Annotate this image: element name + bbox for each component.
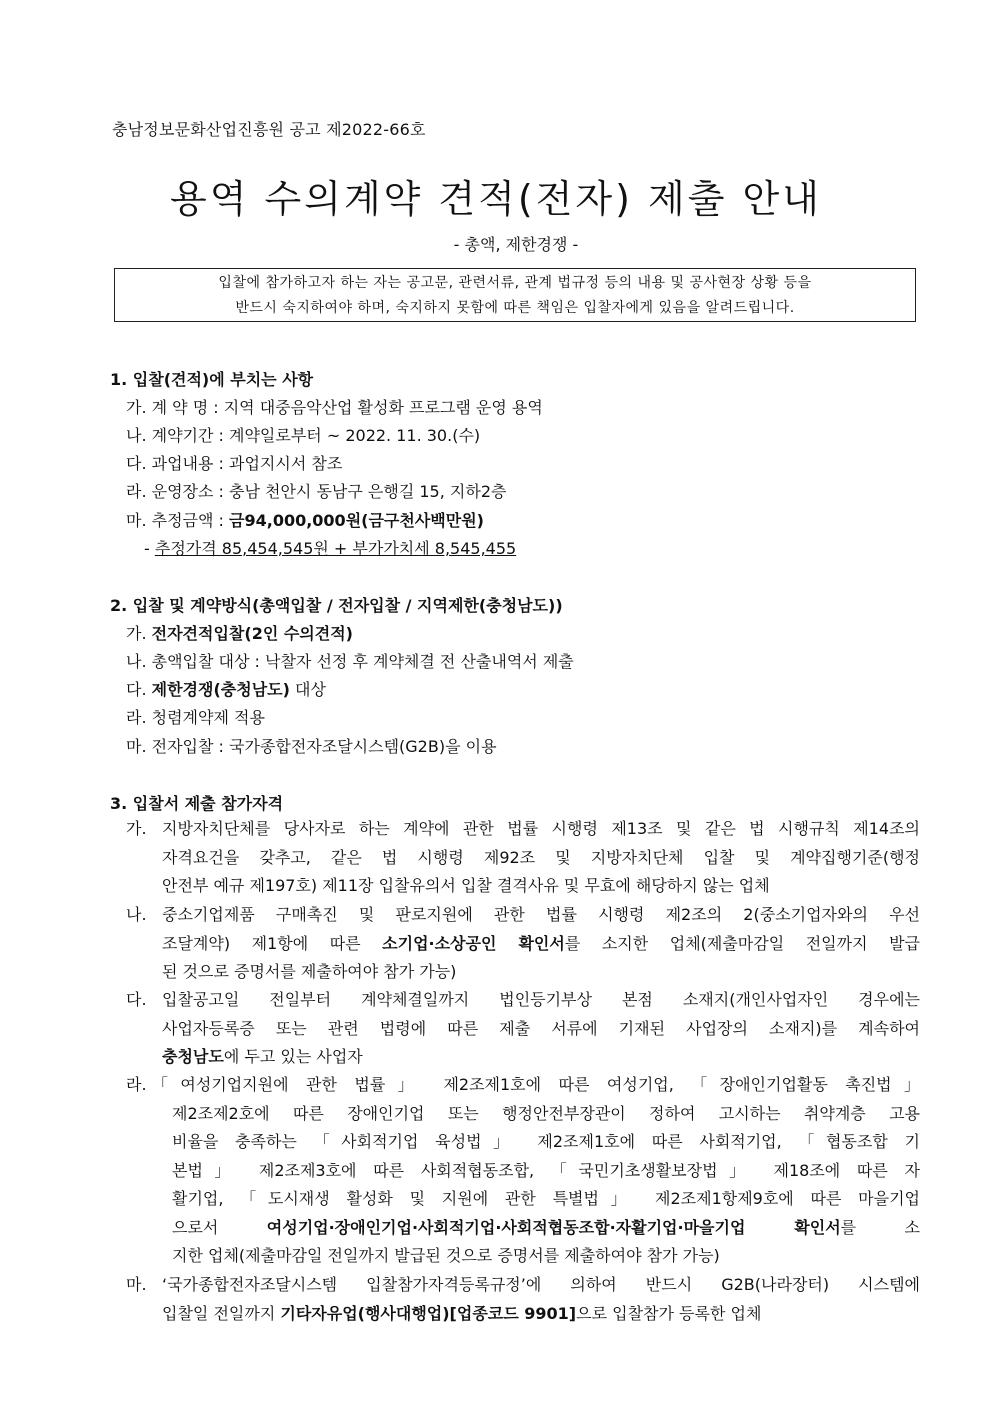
item-label: 다. <box>126 680 152 699</box>
item-label: 가. <box>126 819 147 838</box>
item-label: 나. <box>126 905 147 924</box>
item-d-line-5: 활기업, 「도시재생 활성화 및 지원에 관한 특별법」 제2조제1항제9호에 따른 마을기업 <box>172 1189 920 1208</box>
estimated-amount-value: 금94,000,000원(금구천사백만원) <box>229 511 484 530</box>
section-2-item-e: 마. 전자입찰 : 국가종합전자조달시스템(G2B)을 이용 <box>126 737 497 756</box>
item-d-line-6-post: 를 소 <box>840 1217 920 1237</box>
item-b-line-1: 중소기업제품 구매촉진 및 판로지원에 관한 법률 시행령 제2조의 2(중소기업자와의 우선 <box>162 905 920 924</box>
item-label: 다. <box>126 990 147 1009</box>
item-e-line-2-post: 으로 입찰참가 등록한 업체 <box>576 1303 762 1323</box>
section-3-item-a <box>126 815 920 901</box>
estimated-price-breakdown: 추정가격 85,454,545원 + 부가가치세 8,545,455 <box>154 539 517 558</box>
notice-number: 충남정보문화산업진흥원 공고 제2022-66호 <box>112 120 426 139</box>
estimated-amount-label: 마. 추정금액 : <box>126 511 230 530</box>
item-e-line-1: ‘국가종합전자조달시스템 입찰참가자격등록규정’에 의하여 반드시 G2B(나라장터) 시스템에 <box>162 1275 920 1294</box>
region-restriction-value: 제한경쟁(충청남도) <box>151 680 290 699</box>
section-3-item-b <box>126 901 920 987</box>
item-b-line-3: 된 것으로 증명서를 제출하여야 참가 가능) <box>162 962 457 981</box>
document-subtitle: - 총액, 제한경쟁 - <box>453 235 579 254</box>
section-1-item-b: 나. 계약기간 : 계약일로부터 ~ 2022. 11. 30.(수) <box>126 426 481 445</box>
item-c-line-2: 사업자등록증 또는 관련 법령에 따른 제출 서류에 기재된 사업장의 소재지)를 계속하여 <box>162 1018 920 1038</box>
section-3-title: 3. 입찰서 제출 참가자격 <box>110 794 284 813</box>
item-e-line-2-pre: 입찰일 전일까지 <box>162 1303 281 1323</box>
section-2-item-d: 라. 청렴계약제 적용 <box>126 708 265 727</box>
section-3-item-c <box>126 986 920 1072</box>
section-1-title: 1. 입찰(견적)에 부치는 사항 <box>110 370 314 389</box>
item-c-line-3-post: 에 두고 있는 사업자 <box>223 1047 363 1066</box>
section-1-item-a: 가. 계 약 명 : 지역 대중음악산업 활성화 프로그램 운영 용역 <box>126 398 543 417</box>
item-d-line-7: 지한 업체(제출마감일 전일까지 발급된 것으로 증명서를 제출하여야 참가 가능) <box>172 1246 720 1265</box>
section-3-item-e <box>126 1271 920 1328</box>
item-label: 마. <box>126 1275 147 1294</box>
item-a-line-3: 안전부 예규 제197호) 제11장 입찰유의서 입찰 결격사유 및 무효에 해당하지 않는 업체 <box>162 876 770 895</box>
bid-type-value: 전자견적입찰(2인 수의견적) <box>151 624 353 643</box>
section-2-item-b: 나. 총액입찰 대상 : 낙찰자 선정 후 계약체결 전 산출내역서 제출 <box>126 652 574 671</box>
industry-code: 기타자유업(행사대행업)[업종코드 9901] <box>280 1303 577 1323</box>
small-business-certificate: 소기업·소상공인 확인서 <box>382 933 565 953</box>
item-e-line-2 <box>162 1300 920 1329</box>
item-label: 가. <box>126 624 152 643</box>
section-1-item-d: 라. 운영장소 : 충남 천안시 동남구 은행길 15, 지하2층 <box>126 482 507 501</box>
section-1-item-e-sub <box>144 536 516 559</box>
item-label: 라. <box>126 1075 147 1094</box>
section-2-title: 2. 입찰 및 계약방식(총액입찰 / 전자입찰 / 지역제한(충청남도)) <box>110 596 563 615</box>
notice-box <box>114 268 916 322</box>
notice-line-2: 반드시 숙지하여야 하며, 숙지하지 못함에 따른 책임은 입찰자에게 있음을 알려드립니다. <box>235 300 795 316</box>
notice-line-1: 입찰에 참가하고자 하는 자는 공고문, 관련서류, 관계 법규정 등의 내용 및 공사현장 상황 등을 <box>218 275 812 291</box>
sub-dash: - <box>144 539 155 558</box>
item-c-line-1: 입찰공고일 전일부터 계약체결일까지 법인등기부상 본점 소재지(개인사업자인 경우에는 <box>162 990 920 1009</box>
item-d-line-6-pre: 으로서 <box>172 1217 267 1237</box>
item-b-line-2 <box>162 930 920 959</box>
item-c-line-3 <box>162 1043 920 1072</box>
document-title: 용역 수의계약 견적(전자) 제출 안내 <box>170 177 822 221</box>
section-2-item-a <box>126 621 353 644</box>
item-d-line-4: 본법」 제2조제3호에 따른 사회적협동조합, 「국민기초생활보장법」 제18조에 따른 자 <box>172 1160 920 1180</box>
enterprise-certificates: 여성기업·장애인기업·사회적기업·사회적협동조합·자활기업·마을기업 확인서 <box>266 1217 841 1237</box>
region-name: 충청남도 <box>162 1047 224 1066</box>
item-d-line-2: 제2조제2호에 따른 장애인기업 또는 행정안전부장관이 정하여 고시하는 취약계층 고용 <box>172 1103 920 1123</box>
section-2-item-c <box>126 677 326 700</box>
item-a-line-2: 자격요건을 갖추고, 같은 법 시행령 제92조 및 지방자치단체 입찰 및 계약집행기준(행정 <box>162 847 920 867</box>
section-1-item-e <box>126 508 484 531</box>
item-b-line-2-pre: 조달계약) 제1항에 따른 <box>162 933 383 953</box>
item-b-line-2-post: 를 소지한 업체(제출마감일 전일까지 발급 <box>564 933 920 953</box>
item-d-line-1: 「여성기업지원에 관한 법률」 제2조제1호에 따른 여성기업, 「장애인기업활동 촉진법」 <box>152 1075 920 1094</box>
item-d-line-3: 비율을 충족하는 「사회적기업 육성법」 제2조제1호에 따른 사회적기업, 「협동조합 기 <box>172 1132 920 1151</box>
item-a-line-1: 지방자치단체를 당사자로 하는 계약에 관한 법률 시행령 제13조 및 같은 법 시행규칙 제14조의 <box>162 819 920 838</box>
item-d-line-6 <box>172 1214 920 1243</box>
section-1-item-c: 다. 과업내용 : 과업지시서 참조 <box>126 454 343 473</box>
section-3-item-d <box>126 1071 920 1271</box>
item-tail: 대상 <box>289 680 326 699</box>
